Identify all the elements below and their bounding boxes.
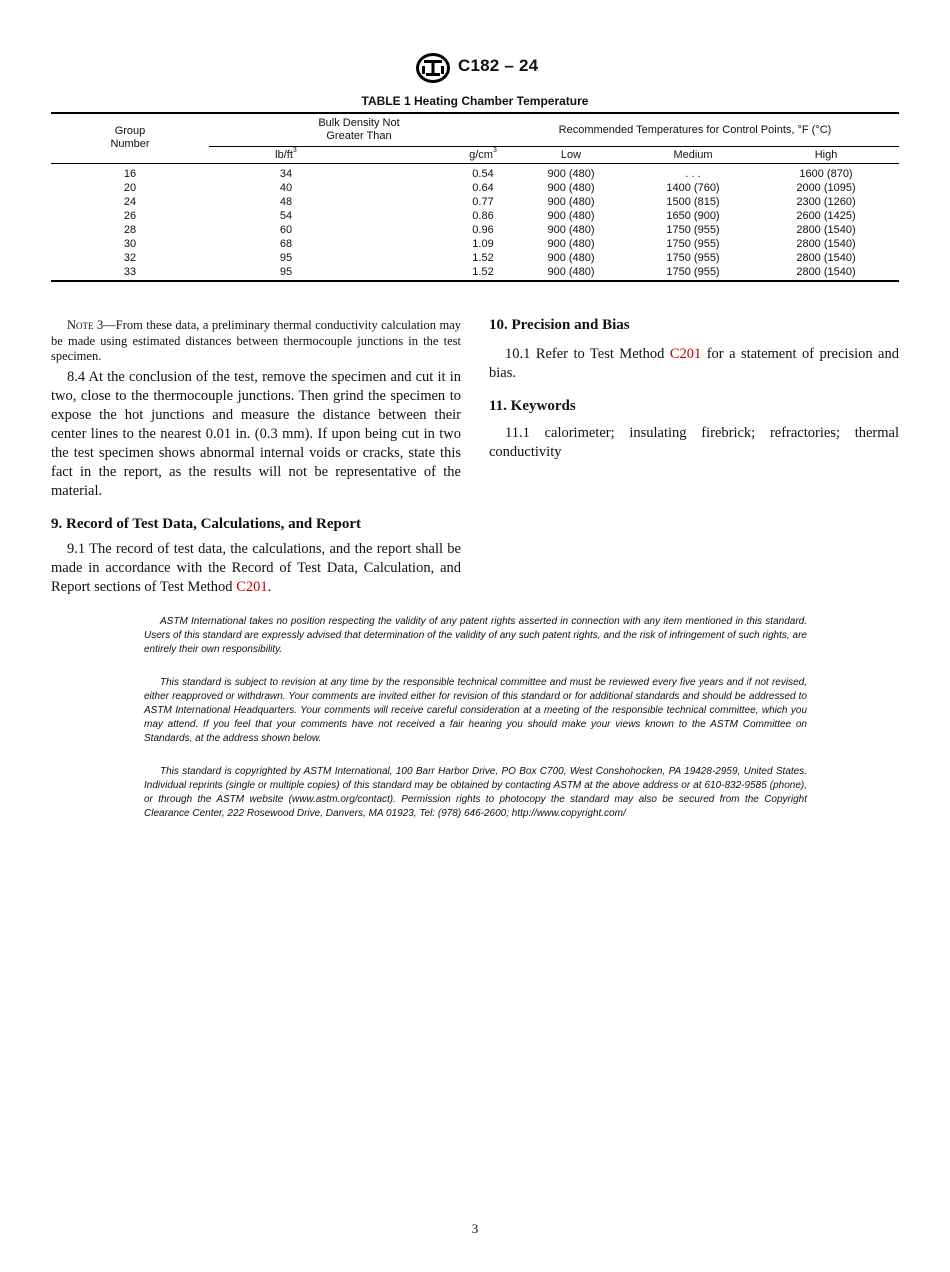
paragraph-8-4: 8.4 At the conclusion of the test, remove the specimen and cut it in two, close to the thermocouple junctions. Then grind the specimen to expose the hot junctions and measure the distance between their center lines to the nearest 0.01 in. (0.3 mm). If upon being cut in two the test specimen shows abnormal internal voids or cracks, state this fact in the report, as the results will not be representative of the material. [51, 368, 461, 499]
cell-lbft3: 34 [279, 168, 293, 180]
paragraph-10-1-end: for a statement of precision and bias. [489, 346, 899, 381]
left-column [51, 318, 461, 597]
paragraph-10-1 [489, 345, 899, 383]
cell-lbft3: 48 [279, 196, 293, 208]
cell-group: 28 [123, 224, 137, 236]
cell-gcm3: 0.86 [472, 210, 494, 222]
cell-lbft3: 54 [279, 210, 293, 222]
page-header [0, 52, 950, 86]
density-header-line2: Greater Than [326, 130, 392, 142]
cell-medium: 1650 (900) [666, 210, 720, 222]
group-header-line2: Number [110, 138, 150, 150]
cell-lbft3: 68 [279, 238, 293, 250]
table-header-bottom-rule [51, 163, 899, 164]
lbft-base: lb/ft [275, 149, 293, 161]
density-header [209, 117, 509, 143]
subheader-low: Low [560, 149, 582, 161]
table-sub-rule [209, 146, 899, 147]
cell-gcm3: 1.09 [472, 238, 494, 250]
cell-group: 16 [123, 168, 137, 180]
revision-notice-text: This standard is subject to revision at any time by the responsible technical committee and must be reviewed every five years and if not revised, either reapproved or withdrawn. Your comments are invited either for revision of this standard or for additional standards and should be addressed to ASTM International Headquarters. Your comments will receive careful consideration at a meeting of the responsible technical committee, which you may attend. If you feel that your comments have not received a fair hearing you should make your views known to the ASTM Committee on Standards, at the address shown below. [144, 677, 807, 744]
cell-lbft3: 40 [279, 182, 293, 194]
cell-low: 900 (480) [547, 252, 595, 264]
subheader-medium: Medium [673, 149, 713, 161]
cell-low: 900 (480) [547, 210, 595, 222]
copyright-notice [144, 765, 807, 821]
cell-medium: 1750 (955) [666, 252, 720, 264]
cell-medium: 1750 (955) [666, 266, 720, 278]
note-3 [51, 318, 461, 365]
cell-lbft3: 95 [279, 252, 293, 264]
c201-link[interactable]: C201 [669, 346, 702, 362]
patent-notice-text: ASTM International takes no position respecting the validity of any patent rights asserted in connection with any item mentioned in this standard. Users of this standard are expressly advised that determination of the validity of any such patent rights, and the risk of infringement of such rights, are entirely their own responsibility. [144, 616, 807, 655]
cell-high: 2800 (1540) [796, 252, 856, 264]
cell-group: 33 [123, 266, 137, 278]
cell-high: 1600 (870) [799, 168, 853, 180]
astm-logo-icon [414, 52, 452, 84]
cell-group: 30 [123, 238, 137, 250]
lbft-exp: 3 [292, 147, 297, 155]
subheader-lbft3 [226, 149, 346, 162]
cell-medium: . . . [685, 168, 701, 180]
section-9-heading: 9. Record of Test Data, Calculations, and Report [51, 515, 361, 532]
cell-lbft3: 95 [279, 266, 293, 278]
cell-gcm3: 1.52 [472, 252, 494, 264]
note-text: 3—From these data, a preliminary thermal conductivity calculation may be made using estimated distances between thermocouple junctions in the test specimen. [51, 318, 461, 363]
cell-medium: 1750 (955) [666, 224, 720, 236]
cell-gcm3: 0.54 [472, 168, 494, 180]
document-id: C182 – 24 [458, 56, 539, 75]
cell-high: 2800 (1540) [796, 238, 856, 250]
section-11-heading: 11. Keywords [489, 398, 576, 414]
subheader-high: High [814, 149, 838, 161]
cell-medium: 1400 (760) [666, 182, 720, 194]
cell-gcm3: 1.52 [472, 266, 494, 278]
revision-notice [144, 676, 807, 746]
paragraph-9-1-end: . [267, 578, 272, 595]
note-label: Note [67, 318, 94, 332]
patent-notice [144, 615, 807, 657]
cell-group: 26 [123, 210, 137, 222]
c201-link[interactable]: C201 [236, 578, 268, 595]
page-number: 3 [471, 1221, 479, 1236]
table-title: TABLE 1 Heating Chamber Temperature [361, 94, 589, 108]
cell-high: 2300 (1260) [796, 196, 856, 208]
paragraph-10-1-text: 10.1 Refer to Test Method [505, 346, 670, 362]
cell-low: 900 (480) [547, 266, 595, 278]
cell-group: 32 [123, 252, 137, 264]
cell-low: 900 (480) [547, 168, 595, 180]
cell-high: 2000 (1095) [796, 182, 856, 194]
cell-gcm3: 0.96 [472, 224, 494, 236]
cell-medium: 1750 (955) [666, 238, 720, 250]
density-header-line1: Bulk Density Not [318, 117, 400, 129]
cell-high: 2800 (1540) [796, 266, 856, 278]
table-top-rule [51, 112, 899, 114]
cell-gcm3: 0.77 [472, 196, 494, 208]
cell-low: 900 (480) [547, 224, 595, 236]
cell-low: 900 (480) [547, 238, 595, 250]
cell-medium: 1500 (815) [666, 196, 720, 208]
gcm-base: g/cm [469, 149, 493, 161]
group-header-line1: Group [114, 125, 146, 137]
cell-high: 2800 (1540) [796, 224, 856, 236]
cell-group: 24 [123, 196, 137, 208]
paragraph-11-1: 11.1 calorimeter; insulating firebrick; refractories; thermal conductivity [489, 425, 899, 460]
temperature-header: Recommended Temperatures for Control Points, °F (°C) [558, 124, 832, 136]
cell-gcm3: 0.64 [472, 182, 494, 194]
paragraph-9-1-text: 9.1 The record of test data, the calculations, and the report shall be made in accordance with the Record of Test Data, Calculation, and Report sections of Test Method [51, 540, 461, 595]
right-column [489, 316, 899, 462]
cell-lbft3: 60 [279, 224, 293, 236]
cell-group: 20 [123, 182, 137, 194]
section-10-heading: 10. Precision and Bias [489, 317, 630, 333]
paragraph-9-1 [51, 540, 461, 597]
table-bottom-rule [51, 280, 899, 282]
copyright-notice-text: This standard is copyrighted by ASTM International, 100 Barr Harbor Drive, PO Box C700, West Conshohocken, PA 19428-2959, United States. Individual reprints (single or multiple copies) of this standard may be obtained by contacting ASTM at the above address or at 610-832-9585 (phone), or through the ASTM website (www.astm.org/contact). Permission rights to photocopy the standard may also be secured from the Copyright Clearance Center, 222 Rosewood Drive, Danvers, MA 01923, Tel: (978) 646-2600; http://www.copyright.com/ [144, 766, 807, 819]
cell-low: 900 (480) [547, 182, 595, 194]
cell-high: 2600 (1425) [796, 210, 856, 222]
gcm-exp: 3 [492, 147, 497, 155]
cell-low: 900 (480) [547, 196, 595, 208]
group-header [51, 125, 209, 151]
